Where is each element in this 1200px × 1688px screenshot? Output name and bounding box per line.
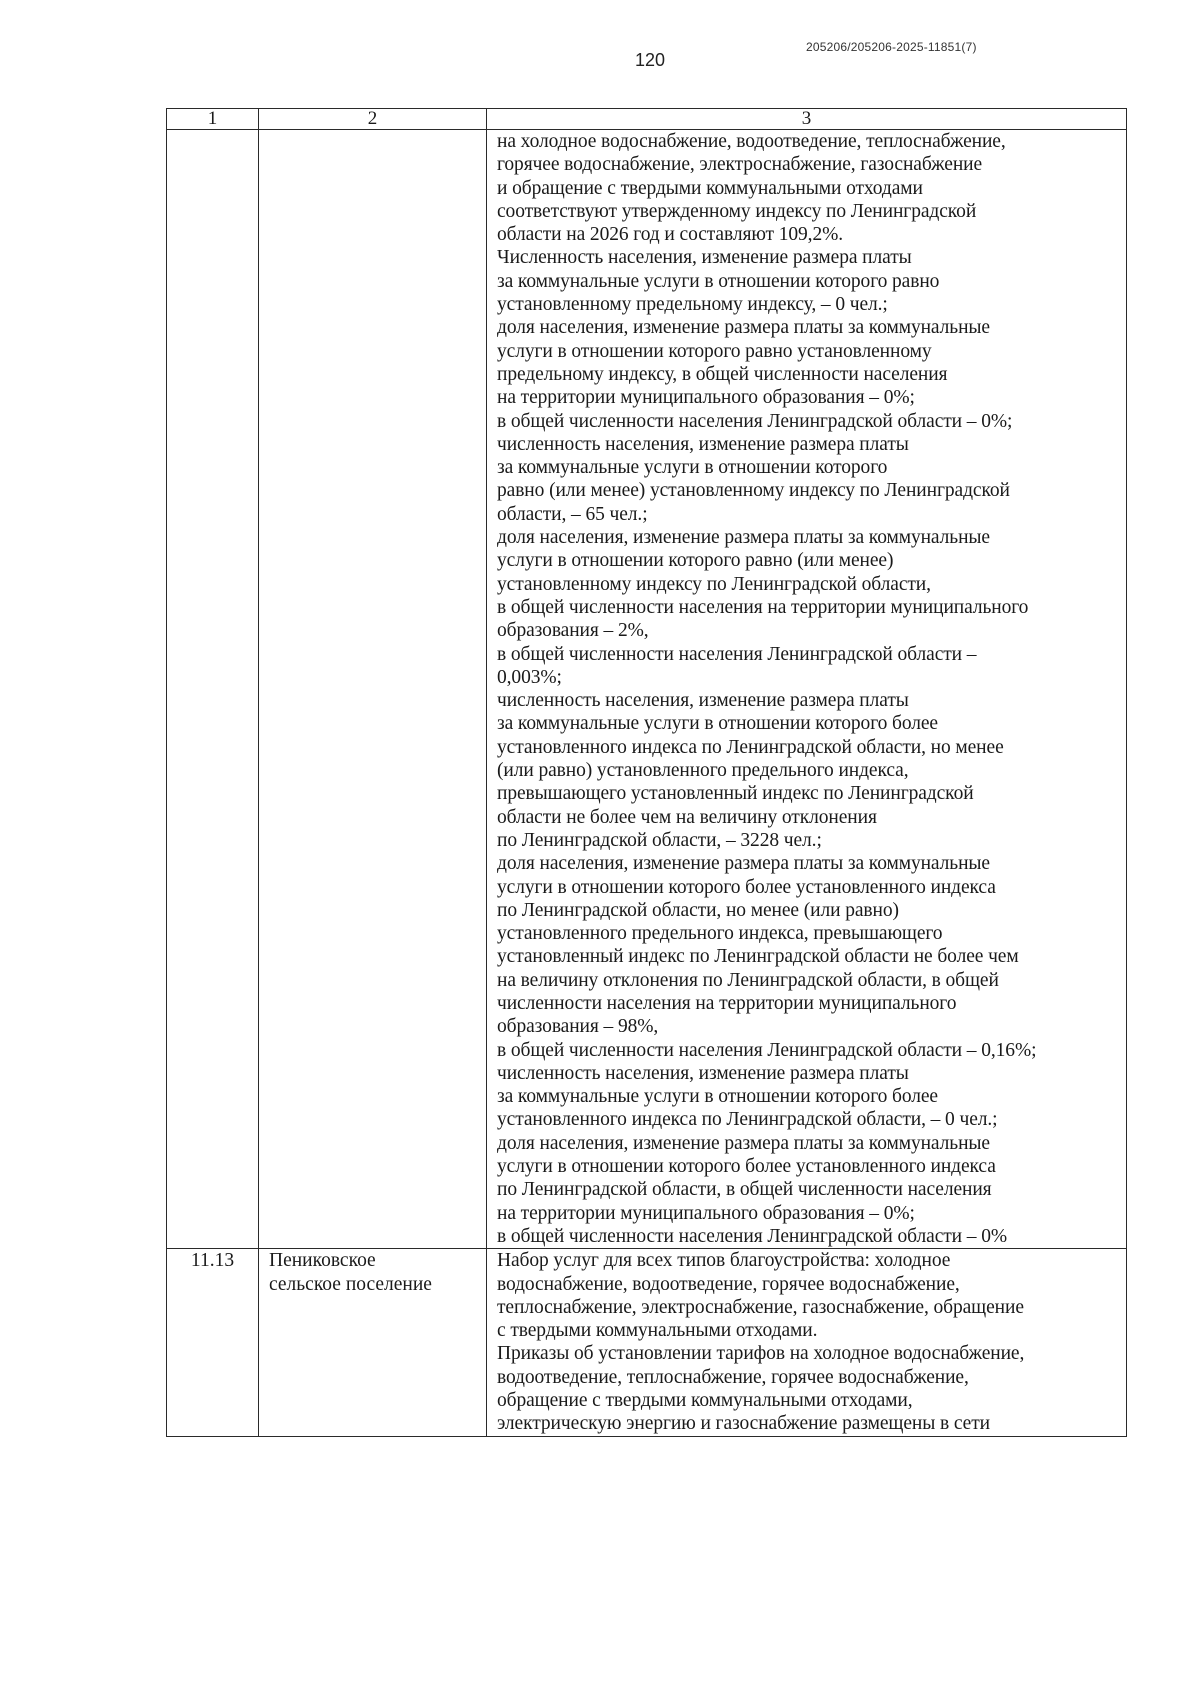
- text-line: численность населения, изменение размера платы: [497, 433, 909, 455]
- page-number: 120: [634, 50, 666, 70]
- text-line: 0,003%;: [497, 666, 562, 688]
- text-line: Пениковское: [269, 1250, 376, 1272]
- text-line: обращение с твердыми коммунальными отходами,: [497, 1390, 913, 1412]
- text-line: численности населения на территории муниципального: [497, 992, 957, 1014]
- text-line: Приказы об установлении тарифов на холодное водоснабжение,: [497, 1343, 1025, 1365]
- text-line: образования – 2%,: [497, 620, 649, 642]
- text-line: равно (или менее) установленному индексу по Ленинградской: [497, 480, 1010, 502]
- table-row: [167, 1249, 1127, 1436]
- row-number-cell: 11.13: [167, 1249, 259, 1436]
- text-line: установленного предельного индекса, превышающего: [497, 923, 943, 945]
- text-line: установленный индекс по Ленинградской области не более чем: [497, 946, 1019, 968]
- column-header-2: 2: [259, 109, 487, 130]
- text-line: за коммунальные услуги в отношении которого равно: [497, 270, 940, 292]
- text-line: доля населения, изменение размера платы за коммунальные: [497, 853, 990, 875]
- text-line: и обращение с твердыми коммунальными отходами: [497, 177, 923, 199]
- text-line: услуги в отношении которого равно установленному: [497, 340, 932, 362]
- text-line: в общей численности населения Ленинградской области – 0,16%;: [497, 1039, 1037, 1061]
- description-cell: [487, 130, 1127, 1249]
- text-line: электрическую энергию и газоснабжение размещены в сети: [497, 1413, 990, 1435]
- text-line: на территории муниципального образования – 0%;: [497, 387, 915, 409]
- column-header-1: 1: [167, 109, 259, 130]
- text-line: доля населения, изменение размера платы за коммунальные: [497, 1132, 990, 1154]
- text-line: на территории муниципального образования – 0%;: [497, 1202, 915, 1224]
- column-header-3: 3: [487, 109, 1127, 130]
- settlement-name-cell: [259, 1249, 487, 1436]
- text-line: в общей численности населения Ленинградской области – 0%;: [497, 410, 1013, 432]
- text-line: по Ленинградской области, в общей численности населения: [497, 1179, 992, 1201]
- text-line: за коммунальные услуги в отношении которого более: [497, 1086, 938, 1108]
- text-line: установленного индекса по Ленинградской области, но менее: [497, 736, 1004, 758]
- text-line: численность населения, изменение размера платы: [497, 1062, 909, 1084]
- text-line: соответствуют утвержденному индексу по Ленинградской: [497, 200, 977, 222]
- text-line: области на 2026 год и составляют 109,2%.: [497, 224, 844, 246]
- text-line: доля населения, изменение размера платы за коммунальные: [497, 527, 990, 549]
- row-number-cell: [167, 130, 259, 1249]
- text-line: установленного индекса по Ленинградской области, – 0 чел.;: [497, 1109, 998, 1131]
- text-line: услуги в отношении которого равно (или менее): [497, 550, 894, 572]
- text-line: установленному предельному индексу, – 0 чел.;: [497, 294, 888, 316]
- text-line: (или равно) установленного предельного индекса,: [497, 760, 909, 782]
- text-line: образования – 98%,: [497, 1016, 659, 1038]
- text-line: в общей численности населения Ленинградской области –: [497, 643, 977, 665]
- text-line: услуги в отношении которого более установленного индекса: [497, 1156, 996, 1178]
- text-line: превышающего установленный индекс по Ленинградской: [497, 783, 974, 805]
- text-line: горячее водоснабжение, электроснабжение, газоснабжение: [497, 154, 983, 176]
- text-line: за коммунальные услуги в отношении которого: [497, 457, 888, 479]
- table-header-row: [167, 109, 1127, 130]
- text-line: за коммунальные услуги в отношении которого более: [497, 713, 938, 735]
- text-line: Численность населения, изменение размера платы: [497, 247, 912, 269]
- text-line: области не более чем на величину отклонения: [497, 806, 877, 828]
- text-line: на холодное водоснабжение, водоотведение, теплоснабжение,: [497, 131, 1006, 152]
- document-id: 205206/205206-2025-11851(7): [806, 40, 977, 54]
- text-line: предельному индексу, в общей численности населения: [497, 363, 948, 385]
- text-line: по Ленинградской области, но менее (или равно): [497, 899, 899, 921]
- text-line: водоснабжение, водоотведение, горячее водоснабжение,: [497, 1273, 960, 1295]
- text-line: в общей численности населения на территории муниципального: [497, 596, 1029, 618]
- text-line: доля населения, изменение размера платы за коммунальные: [497, 317, 990, 339]
- text-line: услуги в отношении которого более установленного индекса: [497, 876, 996, 898]
- text-line: сельское поселение: [269, 1273, 432, 1295]
- settlement-name-cell: [259, 130, 487, 1249]
- description-cell: [487, 1249, 1127, 1436]
- text-line: Набор услуг для всех типов благоустройства: холодное: [497, 1250, 951, 1272]
- text-line: с твердыми коммунальными отходами.: [497, 1320, 818, 1342]
- text-line: по Ленинградской области, – 3228 чел.;: [497, 829, 822, 851]
- text-line: водоотведение, теплоснабжение, горячее водоснабжение,: [497, 1366, 969, 1388]
- text-line: области, – 65 чел.;: [497, 503, 648, 525]
- document-table: [166, 108, 1127, 1437]
- text-line: теплоснабжение, электроснабжение, газоснабжение, обращение: [497, 1296, 1024, 1318]
- table-row: [167, 130, 1127, 1249]
- text-line: установленному индексу по Ленинградской области,: [497, 573, 931, 595]
- text-line: численность населения, изменение размера платы: [497, 690, 909, 712]
- text-line: на величину отклонения по Ленинградской области, в общей: [497, 969, 999, 991]
- text-line: в общей численности населения Ленинградской области – 0%: [497, 1225, 1008, 1247]
